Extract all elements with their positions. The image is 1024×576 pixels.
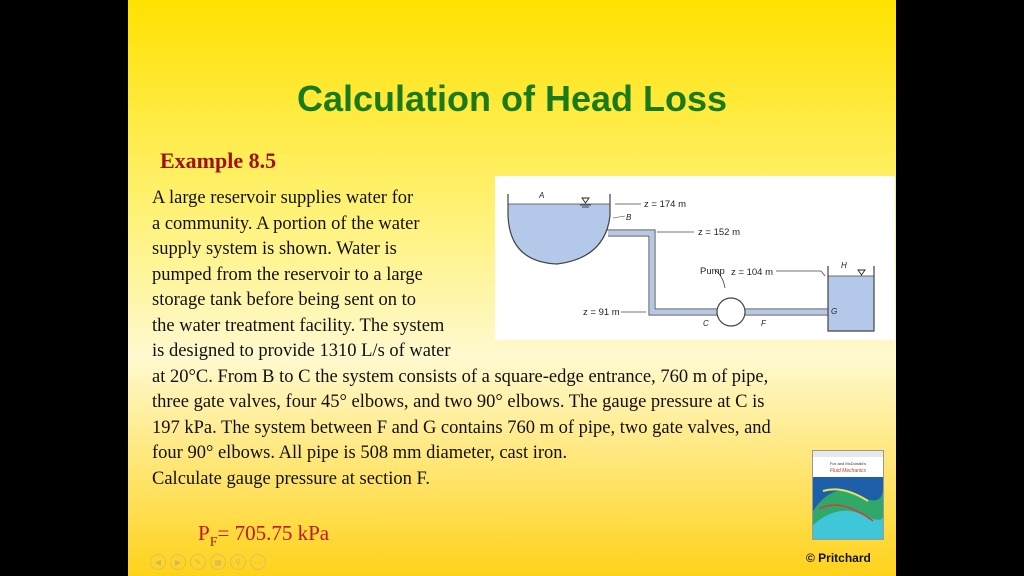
answer-value: = 705.75 kPa bbox=[217, 521, 330, 545]
more-icon[interactable]: ⋯ bbox=[250, 554, 266, 570]
label-b: B bbox=[626, 213, 632, 222]
problem-line: is designed to provide 1310 L/s of water bbox=[152, 341, 451, 361]
prev-icon[interactable]: ◀ bbox=[150, 554, 166, 570]
problem-statement bbox=[152, 186, 872, 492]
label-z174: z = 174 m bbox=[644, 199, 686, 210]
label-z104: z = 104 m bbox=[731, 267, 773, 278]
problem-line: pumped from the reservoir to a large bbox=[152, 264, 423, 285]
label-pump: Pump bbox=[700, 266, 725, 277]
problem-line: four 90° elbows. All pipe is 508 mm diameter, cast iron. bbox=[152, 443, 568, 463]
problem-line: at 20°C. From B to C the system consists of a square-edge entrance, 760 m of pipe, bbox=[152, 366, 769, 387]
book-cover-image bbox=[812, 450, 884, 540]
label-z91: z = 91 m bbox=[583, 307, 620, 318]
problem-line: A large reservoir supplies water for bbox=[152, 188, 414, 208]
label-g: G bbox=[831, 307, 838, 316]
slide bbox=[128, 0, 896, 576]
book-title: Fluid Mechanics bbox=[829, 468, 867, 474]
problem-line: a community. A portion of the water bbox=[152, 213, 420, 234]
problem-line: the water treatment facility. The system bbox=[152, 315, 445, 336]
problem-line: 197 kPa. The system between F and G contains 760 m of pipe, two gate valves, and bbox=[152, 417, 771, 438]
problem-line: Calculate gauge pressure at section F. bbox=[152, 468, 430, 489]
label-c: C bbox=[703, 319, 709, 328]
copyright-text: © Pritchard bbox=[806, 551, 871, 565]
answer-subscript: F bbox=[209, 535, 218, 550]
pen-icon[interactable]: ✎ bbox=[190, 554, 206, 570]
label-f: F bbox=[761, 319, 766, 328]
grid-icon[interactable]: ▦ bbox=[210, 554, 226, 570]
book-authors: Fox and McDonald's bbox=[829, 461, 867, 466]
label-a: A bbox=[539, 191, 545, 200]
example-label: Example 8.5 bbox=[160, 148, 277, 173]
next-icon[interactable]: ▶ bbox=[170, 554, 186, 570]
answer bbox=[198, 521, 330, 550]
problem-line: storage tank before being sent on to bbox=[152, 290, 417, 310]
slide-title: Calculation of Head Loss bbox=[296, 78, 728, 119]
zoom-icon[interactable]: ⚲ bbox=[230, 554, 246, 570]
answer-prefix: P bbox=[198, 521, 210, 545]
label-h: H bbox=[841, 261, 847, 270]
problem-line: supply system is shown. Water is bbox=[152, 239, 397, 259]
problem-line: three gate valves, four 45° elbows, and two 90° elbows. The gauge pressure at C is bbox=[152, 392, 765, 412]
label-z152: z = 152 m bbox=[698, 227, 740, 238]
slide-nav-controls bbox=[150, 554, 266, 570]
